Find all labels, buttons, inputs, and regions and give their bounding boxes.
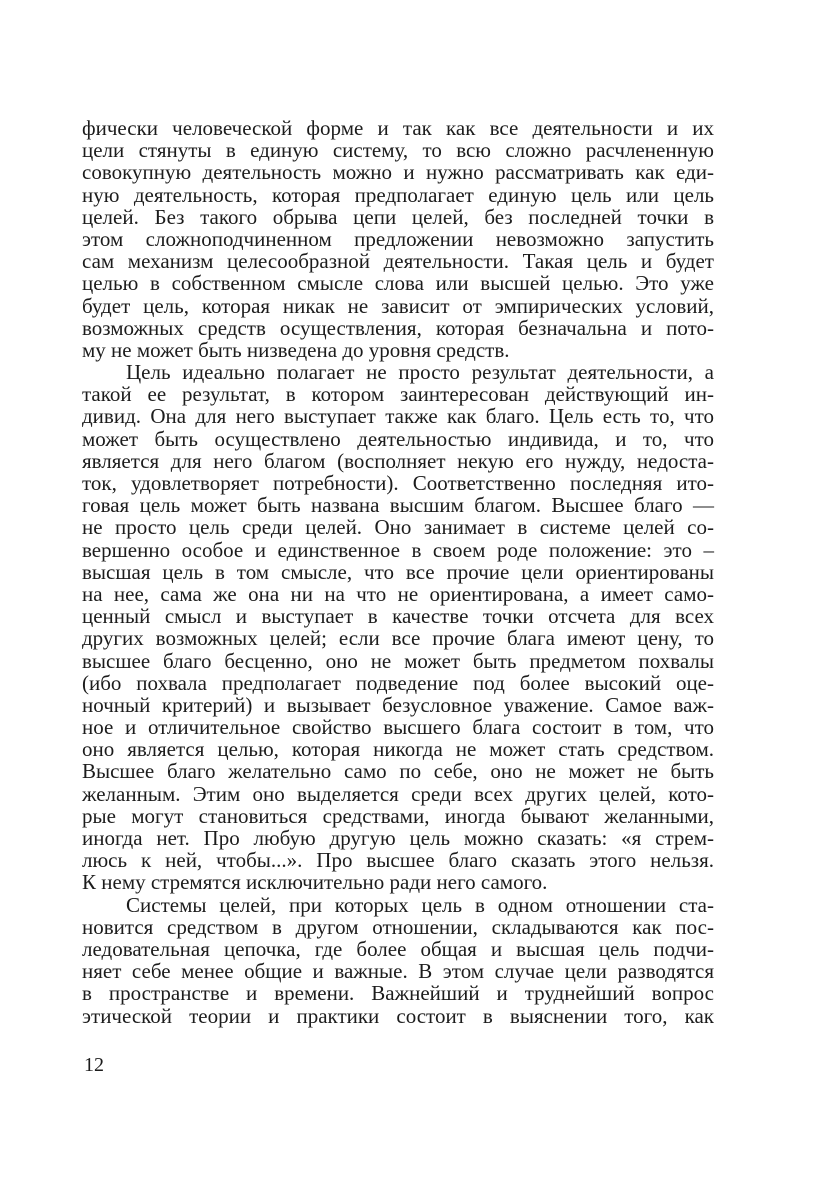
text-line: му не может быть низведена до уровня средств. bbox=[82, 337, 510, 362]
page-number: 12 bbox=[84, 1054, 104, 1076]
text-line: няет себе менее общие и важные. В этом случае цели разводятся bbox=[82, 959, 714, 984]
text-line: этической теории и практики состоит в выяснении того, как bbox=[82, 1003, 714, 1028]
text-line: высшее благо бесценно, оно не может быть предметом похвалы bbox=[82, 648, 714, 673]
text-line: ную деятельность, которая предполагает единую цель или цель bbox=[82, 182, 714, 207]
page-body bbox=[82, 117, 714, 1027]
text-line: сам механизм целесообразной деятельности. Такая цель и будет bbox=[82, 249, 714, 274]
text-line: такой ее результат, в котором заинтересован действующий ин- bbox=[82, 382, 714, 407]
text-line: рые могут становиться средствами, иногда бывают желанными, bbox=[82, 803, 714, 828]
text-line: желанным. Этим оно выделяется среди всех других целей, кото- bbox=[82, 781, 714, 806]
text-line: других возможных целей; если все прочие блага имеют цену, то bbox=[82, 626, 714, 651]
text-line: на нее, сама же она ни на что не ориентирована, а имеет само- bbox=[82, 581, 714, 606]
paragraph bbox=[82, 894, 714, 1027]
text-line: (ибо похвала предполагает подведение под более высокий оце- bbox=[82, 670, 714, 695]
text-line: К нему стремятся исключительно ради него самого. bbox=[82, 870, 548, 895]
text-line: оно является целью, которая никогда не может стать средством. bbox=[82, 737, 714, 762]
text-line: вершенно особое и единственное в своем роде положение: это – bbox=[82, 537, 714, 562]
text-line: фически человеческой форме и так как все деятельности и их bbox=[82, 116, 714, 140]
text-line: совокупную деятельность можно и нужно рассматривать как еди- bbox=[82, 160, 714, 185]
text-line: ное и отличительное свойство высшего блага состоит в том, что bbox=[82, 715, 714, 740]
text-line: этом сложноподчиненном предложении невозможно запустить bbox=[82, 226, 714, 251]
text-line: будет цель, которая никак не зависит от эмпирических условий, bbox=[82, 293, 714, 318]
text-line: говая цель может быть названа высшим благом. Высшее благо — bbox=[82, 493, 714, 518]
text-line: цели стянуты в единую систему, то всю сложно расчлененную bbox=[82, 138, 714, 163]
text-line: целей. Без такого обрыва цепи целей, без последней точки в bbox=[82, 204, 714, 229]
paragraph bbox=[82, 361, 714, 894]
text-line: является для него благом (восполняет некую его нужду, недоста- bbox=[82, 448, 714, 473]
text-line: ледовательная цепочка, где более общая и высшая цель подчи- bbox=[82, 936, 714, 961]
text-line: в пространстве и времени. Важнейший и труднейший вопрос bbox=[82, 981, 714, 1006]
text-line: не просто цель среди целей. Оно занимает в системе целей со- bbox=[82, 515, 714, 540]
text-line: Высшее благо желательно само по себе, оно не может не быть bbox=[82, 759, 714, 784]
text-line: высшая цель в том смысле, что все прочие цели ориентированы bbox=[82, 559, 714, 584]
text-line: Системы целей, при которых цель в одном отношении ста- bbox=[126, 892, 714, 917]
text-line: иногда нет. Про любую другую цель можно сказать: «я стрем- bbox=[82, 826, 714, 850]
text-line: может быть осуществлено деятельностью индивида, и то, что bbox=[82, 426, 714, 451]
text-line: возможных средств осуществления, которая безначальна и пото- bbox=[82, 315, 714, 340]
text-line: ценный смысл и выступает в качестве точки отсчета для всех bbox=[82, 604, 714, 629]
text-line: дивид. Она для него выступает также как благо. Цель есть то, что bbox=[82, 404, 714, 429]
text-line: ток, удовлетворяет потребности). Соответственно последняя ито- bbox=[82, 471, 714, 495]
paragraph bbox=[82, 117, 714, 361]
text-line: люсь к ней, чтобы...». Про высшее благо сказать этого нельзя. bbox=[82, 848, 714, 873]
text-line: целью в собственном смысле слова или высшей целью. Это уже bbox=[82, 271, 714, 296]
text-line: Цель идеально полагает не просто результат деятельности, а bbox=[126, 360, 714, 385]
text-line: ночный критерий) и вызывает безусловное уважение. Самое важ- bbox=[82, 692, 714, 717]
text-line: новится средством в другом отношении, складываются как пос- bbox=[82, 914, 714, 939]
